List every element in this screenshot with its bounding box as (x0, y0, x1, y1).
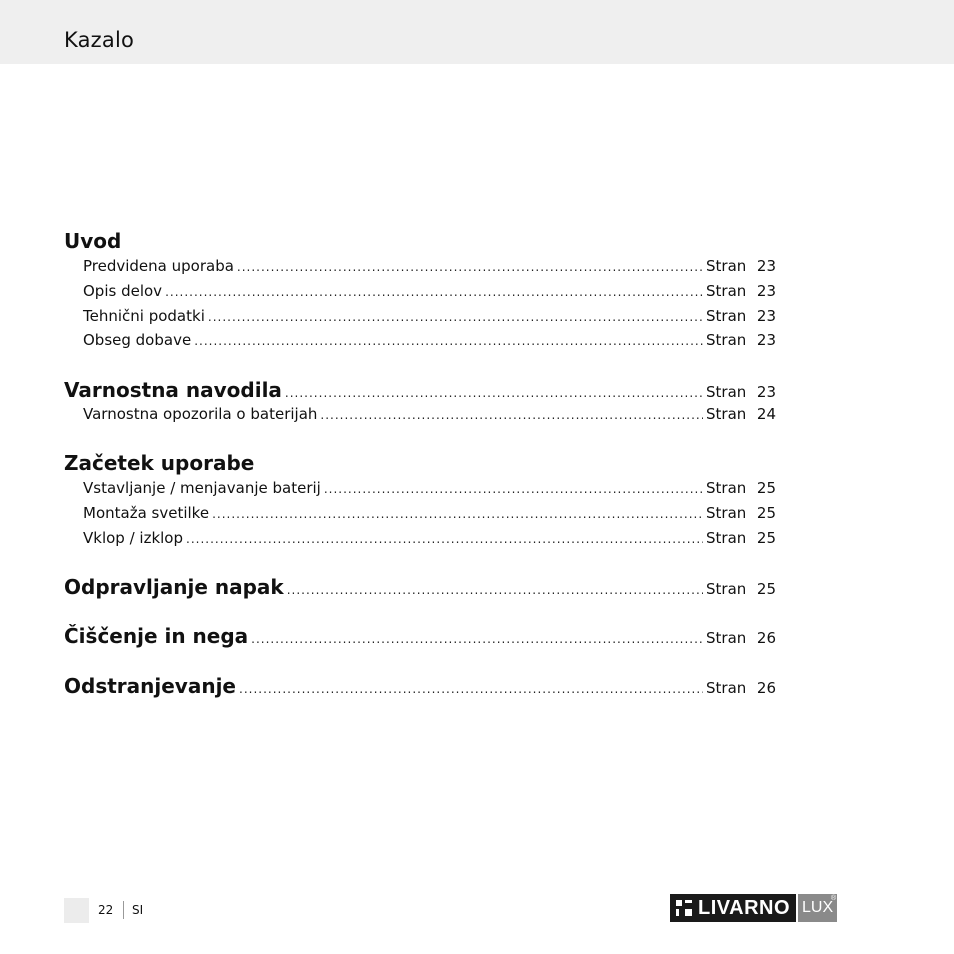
footer-marker (64, 898, 89, 923)
leader-dots (239, 682, 703, 696)
toc-section-title: Varnostna navodila (64, 378, 282, 402)
leader-dots (165, 285, 703, 299)
toc-entry-stran: Stran (706, 504, 747, 522)
toc-entry-page: 25 (756, 479, 776, 497)
toc-entry-stran: Stran (706, 529, 747, 547)
logo-main (670, 894, 796, 922)
toc-section-entry[interactable] (64, 674, 776, 696)
toc-entry-stran: Stran (706, 307, 747, 325)
footer-page-number: 22 (98, 903, 114, 917)
logo-mark-icon (676, 900, 692, 916)
toc-entry-stran: Stran (706, 405, 747, 423)
leader-dots (208, 310, 703, 324)
toc-entry-label: Vklop / izklop (83, 529, 183, 547)
leader-dots (285, 386, 703, 400)
toc-entry-label: Tehnični podatki (83, 307, 205, 325)
toc-entry[interactable] (83, 307, 776, 329)
leader-dots (212, 507, 703, 521)
toc-entry-stran: Stran (706, 383, 747, 401)
toc-entry-page: 25 (756, 504, 776, 522)
toc-entry-page: 25 (756, 580, 776, 598)
toc-entry-page: 23 (756, 257, 776, 275)
logo-brand-text: LIVARNO (698, 896, 791, 919)
logo-lux (798, 894, 837, 922)
toc-section-title: Začetek uporabe (64, 451, 255, 475)
leader-dots (186, 532, 703, 546)
page-title: Kazalo (64, 28, 135, 52)
leader-dots (194, 334, 703, 348)
toc-section-title: Čiščenje in nega (64, 624, 249, 648)
leader-dots (320, 408, 703, 422)
toc-entry-page: 23 (756, 282, 776, 300)
toc-entry-label: Opis delov (83, 282, 163, 300)
leader-dots (251, 632, 703, 646)
logo-sub-text: LUX (802, 899, 834, 916)
toc-section-title: Uvod (64, 229, 122, 253)
toc-entry-label: Varnostna opozorila o baterijah (83, 405, 318, 423)
toc-entry[interactable] (83, 479, 776, 501)
toc-entry-stran: Stran (706, 679, 747, 697)
toc-entry-stran: Stran (706, 479, 747, 497)
toc-entry-label: Vstavljanje / menjavanje baterij (83, 479, 321, 497)
footer-divider (123, 901, 124, 919)
toc-entry-stran: Stran (706, 257, 747, 275)
toc-entry-page: 23 (756, 307, 776, 325)
toc-entry[interactable] (83, 282, 776, 304)
toc-entry-stran: Stran (706, 580, 747, 598)
toc-entry[interactable] (83, 529, 776, 551)
toc-section-title: Odpravljanje napak (64, 575, 284, 599)
header-bar (0, 0, 954, 64)
leader-dots (237, 260, 703, 274)
toc-entry-label: Predvidena uporaba (83, 257, 234, 275)
leader-dots (324, 482, 703, 496)
toc-entry-label: Obseg dobave (83, 331, 192, 349)
toc-entry-page: 26 (756, 629, 776, 647)
brand-logo (670, 894, 837, 922)
toc-section-title: Odstranjevanje (64, 674, 236, 698)
leader-dots (287, 583, 703, 597)
toc-section-entry[interactable] (64, 624, 776, 646)
toc-entry-stran: Stran (706, 629, 747, 647)
toc-entry[interactable] (83, 504, 776, 526)
toc-entry-page: 24 (756, 405, 776, 423)
footer-language: SI (132, 903, 144, 917)
toc-entry-stran: Stran (706, 331, 747, 349)
toc-section-entry[interactable] (64, 575, 776, 597)
toc-entry-page: 23 (756, 331, 776, 349)
toc-entry-page: 23 (756, 383, 776, 401)
toc-entry[interactable] (83, 257, 776, 279)
registered-mark: ® (830, 895, 837, 902)
toc-entry-page: 25 (756, 529, 776, 547)
toc-entry-label: Montaža svetilke (83, 504, 210, 522)
toc-section-entry[interactable] (64, 378, 776, 400)
toc-entry[interactable] (83, 331, 776, 353)
toc-entry[interactable] (83, 405, 776, 427)
toc-entry-stran: Stran (706, 282, 747, 300)
toc-entry-page: 26 (756, 679, 776, 697)
